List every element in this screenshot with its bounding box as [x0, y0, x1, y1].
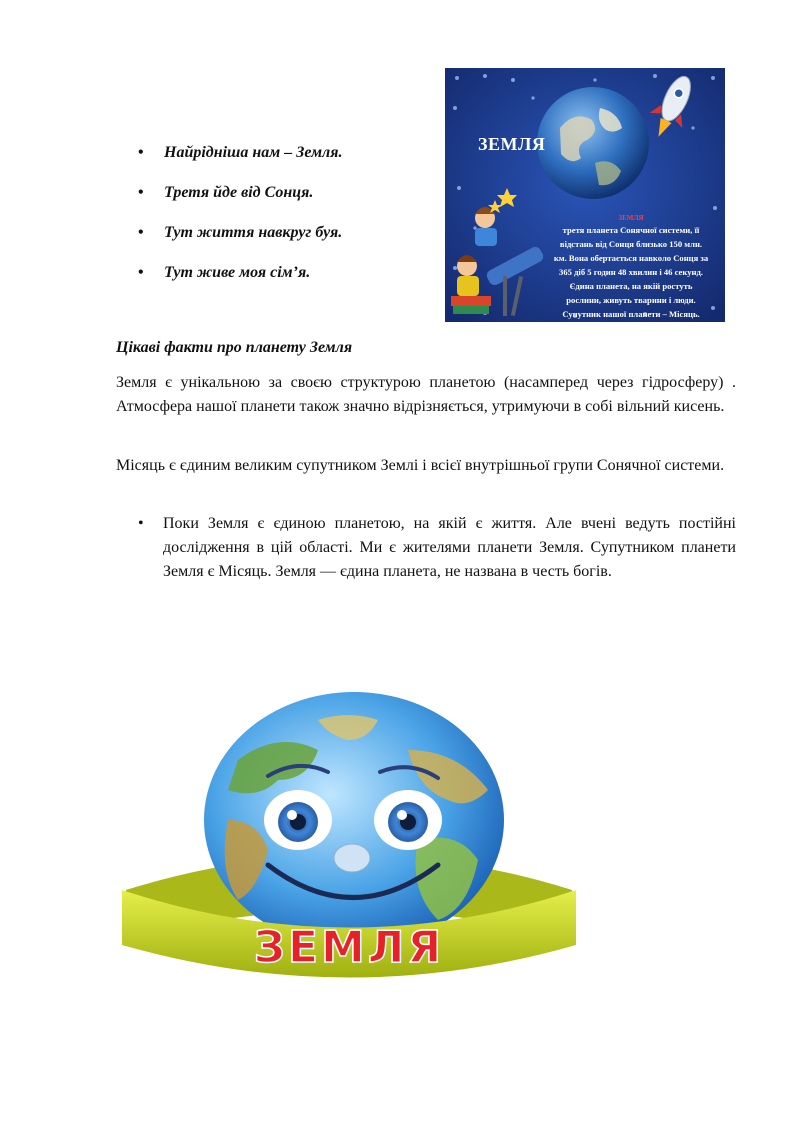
bullet-icon: • — [138, 144, 144, 161]
bullet-paragraph — [138, 512, 736, 584]
poem-line: • Найрідніша нам – Земля. — [138, 144, 343, 161]
earth-poster-image — [445, 68, 725, 322]
paragraph: Земля є унікальною за своєю структурою планетою (насамперед через гідросферу) . Атмосфера нашої планети також значно відрізняється, утримуючи в собі вільний кисень. — [116, 374, 736, 415]
poster-caption: ЗЕМЛЯ третя планета Сонячної системи, її відстань від Сонця близько 150 млн. км. Вона обертається навколо Сонця за 365 діб 5 годин 48 хвилин і 46 секунд. Єдина планета, на якій ростуть рослини, живуть тварини і люди. Супутник нашої планети – Місяць. — [553, 214, 709, 319]
poem-line: • Третя йде від Сонця. — [138, 184, 314, 201]
smiling-earth-image — [118, 690, 580, 1000]
bullet-icon: • — [138, 184, 144, 201]
poem-line: • Тут живе моя сім’я. — [138, 264, 311, 281]
section-heading: Цікаві факти про планету Земля — [116, 339, 353, 356]
bullet-icon: • — [138, 264, 144, 281]
earth-label: ЗЕМЛЯ — [253, 922, 445, 973]
paragraph: Місяць є єдиним великим супутником Землі і всієї внутрішньої групи Сонячної системи. — [116, 457, 725, 474]
bullet-paragraph-text: Поки Земля є єдиною планетою, на якій є життя. Але вчені ведуть постійні дослідження в цій області. Ми є жителями планети Земля. Супутником планети Земля є Місяць. Земля — єдина планета, не названа в честь богів. — [163, 515, 736, 580]
poem-list — [138, 143, 342, 303]
bullet-icon: • — [138, 515, 144, 532]
poster-title: ЗЕМЛЯ — [478, 134, 546, 154]
bullet-icon: • — [138, 224, 144, 241]
poem-line: • Тут життя навкруг буя. — [138, 224, 343, 241]
